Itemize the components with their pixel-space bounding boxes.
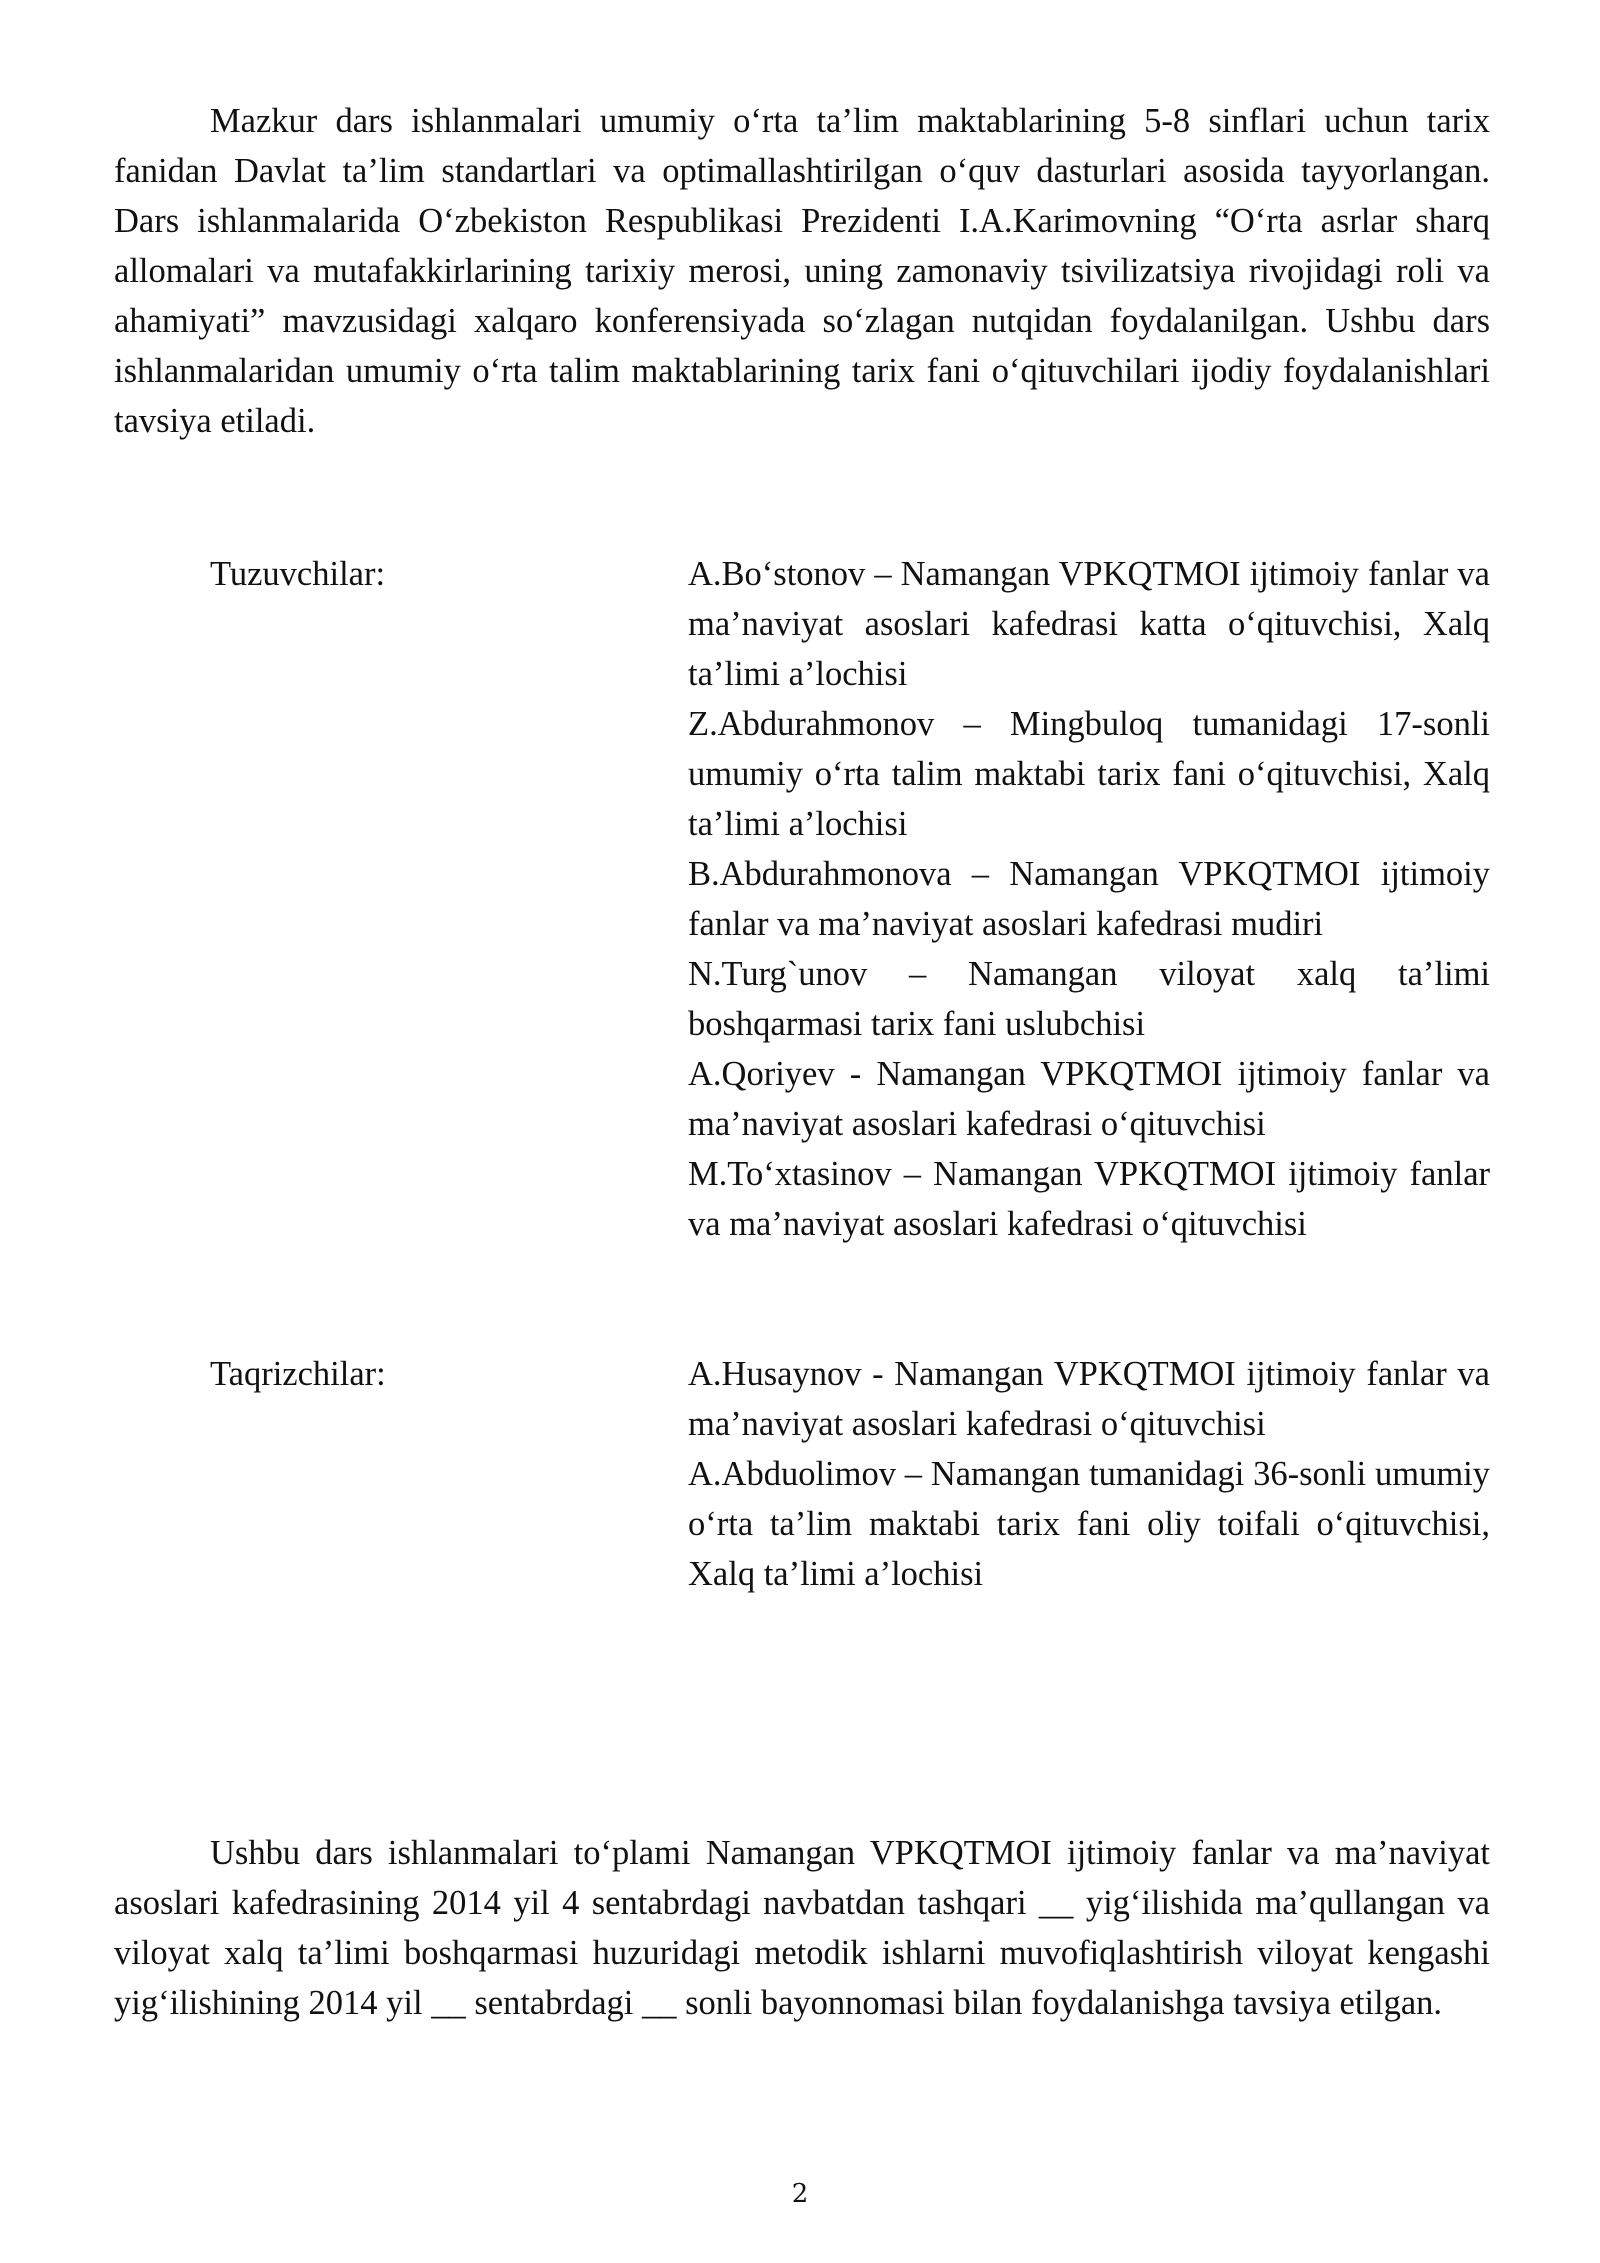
compiler-entry: N.Turg`unov – Namangan viloyat xalq ta’limi boshqarmasi tarix fani uslubchisi bbox=[688, 955, 1490, 1043]
reviewers-list bbox=[688, 1349, 1490, 1599]
compilers-list bbox=[688, 549, 1490, 1249]
compilers-label: Tuzuvchilar: bbox=[210, 555, 386, 593]
page-number: 2 bbox=[791, 2179, 809, 2209]
compiler-entry: Z.Abdurahmonov – Mingbuloq tumanidagi 17-sonli umumiy o‘rta talim maktabi tarix fani o‘qituvchisi, Xalq ta’limi a’lochisi bbox=[688, 705, 1490, 843]
reviewers-label: Taqrizchilar: bbox=[210, 1355, 386, 1393]
compiler-entry: A.Bo‘stonov – Namangan VPKQTMOI ijtimoiy fanlar va ma’naviyat asoslari kafedrasi katta o‘qituvchisi, Xalq ta’limi a’lochisi bbox=[688, 555, 1490, 693]
compiler-entry: A.Qoriyev - Namangan VPKQTMOI ijtimoiy fanlar va ma’naviyat asoslari kafedrasi o‘qituvchisi bbox=[688, 1055, 1490, 1143]
intro-paragraph: Mazkur dars ishlanmalari umumiy o‘rta ta’lim maktablarining 5-8 sinflari uchun tarix fanidan Davlat ta’lim standartlari va optimallashtirilgan o‘quv dasturlari asosida tayyorlangan. Dars ishlanmalarida O‘zbekiston Respublikasi Prezidenti I.A.Karimovning “O‘rta asrlar sharq allomalari va mutafakkirlarining tarixiy merosi, uning zamonaviy tsivilizatsiya rivojidagi roli va ahamiyati” mavzusidagi xalqaro konferensiyada so‘zlagan nutqidan foydalanilgan. Ushbu dars ishlanmalaridan umumiy o‘rta talim maktablarining tarix fani o‘qituvchilari ijodiy foydalanishlari tavsiya etiladi. bbox=[114, 102, 1490, 440]
reviewer-entry: A.Husaynov - Namangan VPKQTMOI ijtimoiy fanlar va ma’naviyat asoslari kafedrasi o‘qituvchisi bbox=[688, 1355, 1490, 1443]
compiler-entry: B.Abdurahmonova – Namangan VPKQTMOI ijtimoiy fanlar va ma’naviyat asoslari kafedrasi mudiri bbox=[688, 855, 1490, 943]
reviewer-entry: A.Abduolimov – Namangan tumanidagi 36-sonli umumiy o‘rta ta’lim maktabi tarix fani oliy toifali o‘qituvchisi, Xalq ta’limi a’lochisi bbox=[688, 1455, 1490, 1593]
approval-paragraph: Ushbu dars ishlanmalari to‘plami Namangan VPKQTMOI ijtimoiy fanlar va ma’naviyat asoslari kafedrasining 2014 yil 4 sentabrdagi navbatdan tashqari __ yig‘ilishida ma’qullangan va viloyat xalq ta’limi boshqarmasi huzuridagi metodik ishlarni muvofiqlashtirish viloyat kengashi yig‘ilishining 2014 yil __ sentabrdagi __ sonli bayonnomasi bilan foydalanishga tavsiya etilgan. bbox=[114, 1834, 1490, 2022]
compiler-entry: M.To‘xtasinov – Namangan VPKQTMOI ijtimoiy fanlar va ma’naviyat asoslari kafedrasi o‘qituvchisi bbox=[688, 1155, 1490, 1243]
